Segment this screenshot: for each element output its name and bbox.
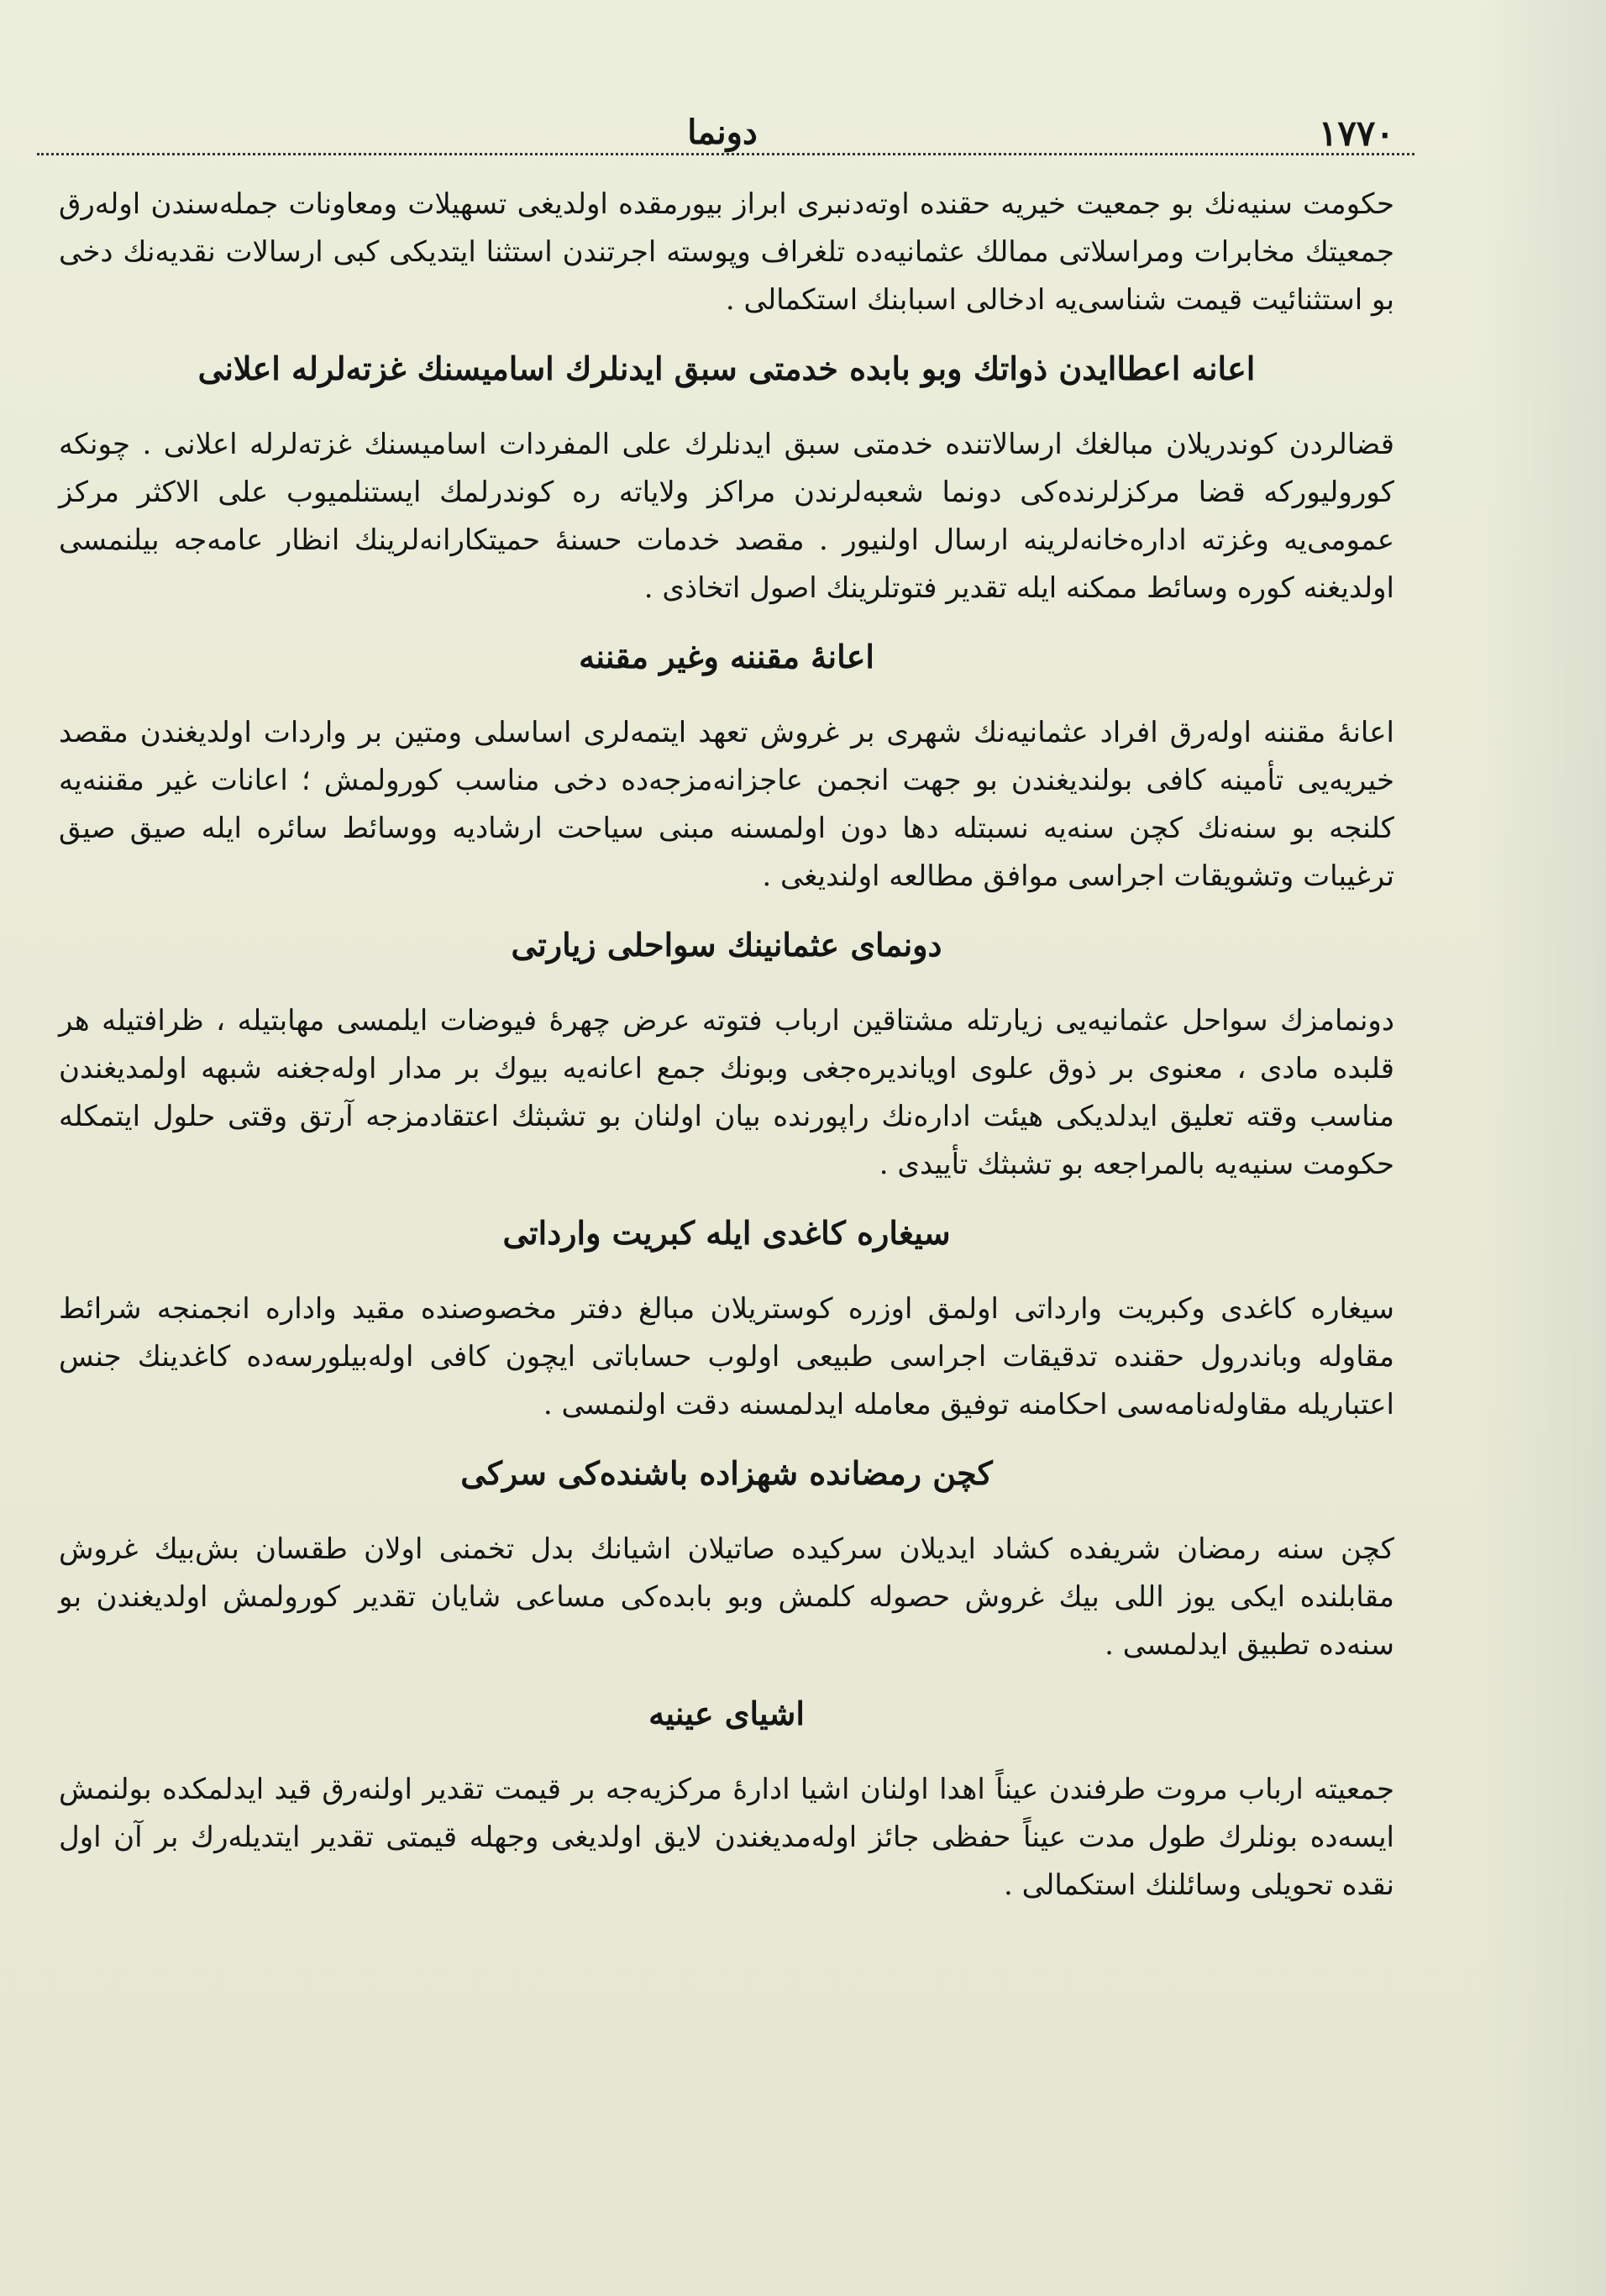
section-paragraph: كچن سنه رمضان شريفده كشاد ايديلان سركيده صاتيلان اشيانك بدل تخمنی اولان طقسان بش‌بيك غروش مقابلنده ايكی يوز اللی بيك غروش حصوله كلمش وبو بابده‌كی مساعی شايان تقدير كورولمش اولديغندن بو سنه‌ده تطبيق ايدلمسی .: [59, 1532, 1394, 1662]
section-paragraph: سيغاره كاغدی وكبريت وارداتی اولمق اوزره كوستريلان مبالغ دفتر مخصوصنده مقيد واداره انجمنجه شرائط مقاوله وباندرول حقنده تدقيقات اجراسی طبيعی اولوب حساباتی ايچون كافی اوله‌بيلورسه‌ده كاغدينك جنس اعتباريله مقاوله‌نامه‌سی احكامنه توفيق معامله ايدلمسنه دقت اولنمسی .: [59, 1292, 1394, 1421]
section-heading: سيغاره كاغدی ايله كبريت وارداتی: [502, 1214, 951, 1252]
section-heading: اعانه اعطاايدن ذواتك وبو بابده خدمتی سبق ايدنلرك اساميسنك غزته‌لرله اعلانی: [197, 349, 1256, 387]
page-number: ١٧٧٠: [1318, 113, 1394, 154]
header-rule: [37, 153, 1414, 155]
section-paragraph: دونمامزك سواحل عثمانيه‌يی زيارتله مشتاقين ارباب فتوته عرض چهرهٔ فيوضات ايلمسی مهابتيله ، ظرافتيله هر قلبده مادی ، معنوی بر ذوق علوی اويانديره‌جغی وبونك جمع اعانه‌يه بيوك بر مدار اوله‌جغنه شبهه اولمديغندن مناسب وقته تعليق ايدلديكی هيئت اداره‌نك راپورنده بيان اولنان بو تشبثك اعتقادمزجه آرتق وقتی حلول ايتمكله حكومت سنيه‌يه بالمراجعه بو تشبثك تأييدی .: [59, 1004, 1394, 1181]
section-heading: دونمای عثمانينك سواحلی زيارتی: [511, 926, 942, 964]
section-paragraph: قضالردن كوندريلان مبالغك ارساﻻتنده خدمتی سبق ايدنلرك على المفردات اساميسنك غزته‌لرله اعلانی . چونكه كوروليوركه قضا مركزلرنده‌كی دونما شعبه‌لرندن مراكز ولاياته ره كوندرلمك ايستنلميوب على الاكثر مركز عمومی‌يه وغزته اداره‌خانه‌لرينه ارسال اولنيور . مقصد خدمات حسنهٔ حميتكارانه‌لرينك انظار عامه‌جه بيلنمسی اولديغنه كوره وسائط ممكنه ايله تقدير فتوتلرينك اصول اتخاذی .: [59, 428, 1394, 605]
page-header: [34, 101, 1411, 160]
section-paragraph: جمعيته ارباب مروت طرفندن عيناً اهدا اولنان اشيا ادارهٔ مركزيه‌جه بر قيمت تقدير اولنه‌رق قيد ايدلمكده بولنمش ايسه‌ده بونلرك طول مدت عيناً حفظی جائز اوله‌مديغندن لايق اولديغی وجهله قيمتی تقدير ايتديله‌رك بر آن اول نقده تحويلی وسائلنك استكمالی .: [59, 1773, 1394, 1902]
section-paragraph: اعانهٔ مقننه اوله‌رق افراد عثمانيه‌نك شهری بر غروش تعهد ايتمه‌لری اساسلی ومتين بر واردات اولديغندن مقصد خيريه‌يی تأمينه كافی بولنديغندن بو جهت انجمن عاجزانه‌مزجه‌ده دخی مناسب كورولمش ؛ اعانات غير مقننه‌يه كلنجه بو سنه‌نك كچن سنه‌يه نسبتله دها دون اولمسنه مبنی سياحت ارشاديه ووسائط سائره ايله صيق صيق ترغيبات وتشويقات اجراسی موافق مطالعه اولنديغی .: [59, 716, 1394, 893]
page-body: [59, 181, 1394, 1928]
section-paragraph: حكومت سنيه‌نك بو جمعيت خيريه حقنده اوته‌دنبری ابراز بيورمقده اولديغی تسهيلات ومعاونات جمله‌سندن اوله‌رق جمعيتك مخابرات ومراسلاتی ممالك عثمانيه‌ده تلغراف وپوسته اجرتندن استثنا ايتديكی كبی ارساﻻت نقديه‌نك دخی بو استثنائيت قيمت شناسی‌يه ادخالی اسبابنك استكمالی .: [59, 187, 1394, 317]
running-title: دونما: [687, 113, 758, 152]
page-edge-shadow: [1480, 0, 1606, 2296]
section-heading: كچن رمضانده شهزاده باشنده‌كی سركی: [460, 1454, 993, 1492]
section-heading: اشيای عينيه: [648, 1694, 805, 1732]
section-heading: اعانهٔ مقننه وغير مقننه: [579, 638, 874, 675]
